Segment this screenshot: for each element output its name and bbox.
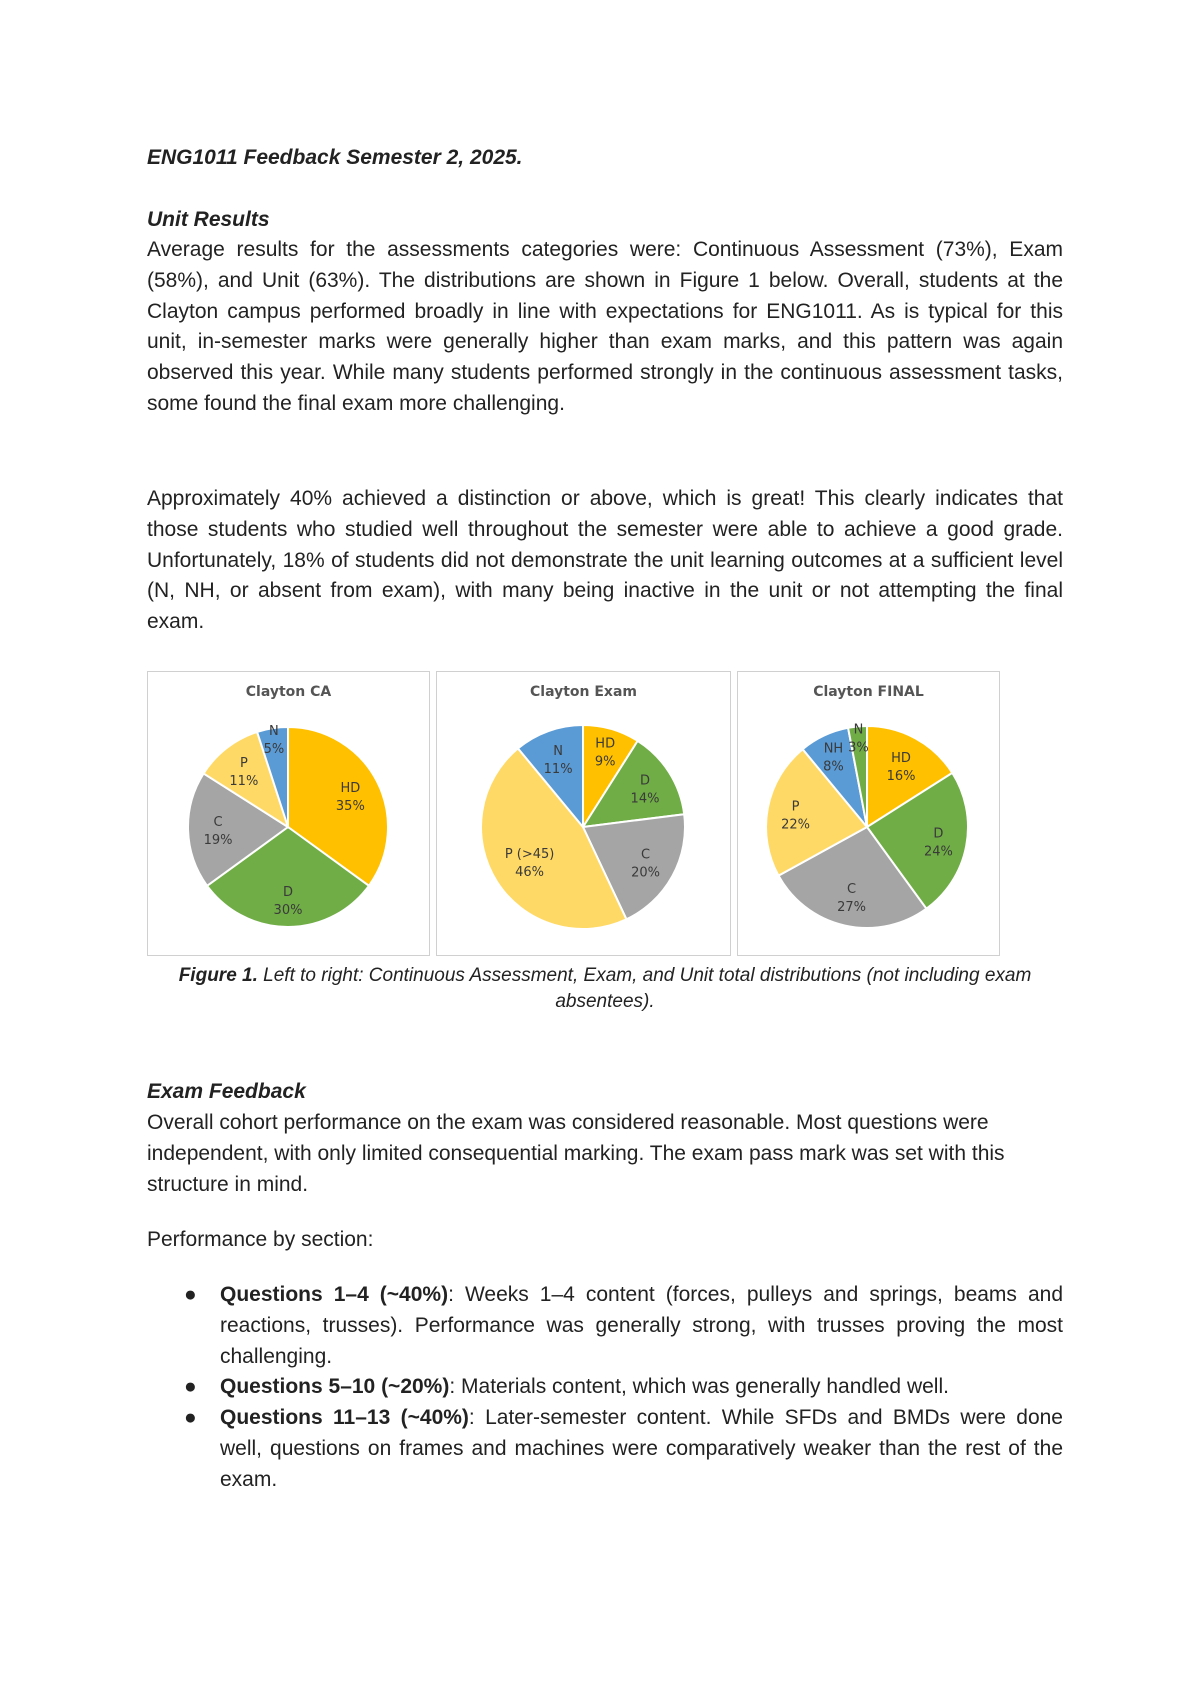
figure-caption-label: Figure 1. [178,965,258,986]
exam-feedback-heading: Exam Feedback [147,1080,306,1103]
slice-value-label: 30% [273,903,303,918]
chart-clayton-final [737,671,1000,956]
slice-value-label: 16% [886,769,916,785]
chart-clayton-final-svg [738,672,999,955]
section-1-text: : Weeks 1–4 content (forces, pulleys and springs, beams and reactions, trusses). Performance was generally strong, with trusses proving the most challenging. [220,1283,1063,1368]
figure-1-charts [147,671,1007,956]
chart-title: Clayton FINAL [813,684,924,700]
slice-value-label: 14% [630,791,660,807]
section-3-title: Questions 11–13 (~40%) [220,1406,469,1430]
slice-label: HD [340,781,361,797]
slice-value-label: 20% [631,865,661,881]
slice-value-label: 24% [923,844,953,860]
bullet-icon: ● [184,1283,197,1306]
chart-clayton-exam [436,671,731,956]
slice-value-label: 35% [335,799,365,815]
section-3-text: : Later-semester content. While SFDs and BMDs were done well, questions on frames and machines were comparatively weaker than the rest of the exam. [220,1406,1063,1491]
slice-value-label: 46% [515,864,545,880]
list-item [147,1372,1063,1403]
performance-by-section-label: Performance by section: [147,1228,374,1251]
slice-label: D [282,885,294,900]
slice-label: C [641,847,651,863]
list-item [147,1280,1063,1372]
slice-label: P [791,799,800,815]
slice-label: C [213,815,223,831]
unit-results-section [147,205,1063,420]
list-item [147,1403,1063,1495]
slice-value-label: 8% [823,759,844,775]
slice-label: N [269,724,279,740]
slice-value-label: 27% [837,899,867,915]
slice-value-label: 5% [263,742,285,758]
performance-section-list [147,1280,1063,1496]
section-2-text: : Materials content, which was generally handled well. [449,1375,949,1399]
chart-clayton-exam-svg [437,672,730,955]
section-2-title: Questions 5–10 (~20%) [220,1375,450,1399]
exam-feedback-paragraph: Overall cohort performance on the exam was considered reasonable. Most questions were independent, with only limited consequential marking. The exam pass mark was set with this structure in mind. [147,1111,1005,1196]
exam-feedback-section [147,1077,1063,1200]
chart-clayton-ca-svg [148,672,429,955]
slice-label: NH [823,741,844,757]
section-1-title: Questions 1–4 (~40%) [220,1283,449,1306]
slice-value-label: 3% [848,740,869,756]
bullet-icon: ● [184,1375,197,1399]
unit-results-heading: Unit Results [147,208,270,231]
slice-label: N [853,722,864,738]
figure-caption-text: Left to right: Continuous Assessment, Exam, and Unit total distributions (not including exam absentees). [257,965,1032,1012]
slice-label: D [933,826,944,842]
unit-results-paragraph-2: Approximately 40% achieved a distinction or above, which is great! This clearly indicates that those students who studied well throughout the semester were able to achieve a good grade. Unfortunately, 18% of students did not demonstrate the unit learning outcomes at a sufficient level (N, NH, or absent from exam), with many being inactive in the unit or not attempting the final exam. [147,487,1063,634]
bullet-icon: ● [184,1406,197,1430]
slice-value-label: 19% [203,833,233,849]
slice-label: C [847,881,857,897]
chart-clayton-ca [147,671,430,956]
slice-label: HD [595,736,616,752]
slice-value-label: 9% [594,754,616,770]
unit-results-paragraph-1: Average results for the assessments categories were: Continuous Assessment (73%), Exam (58%), and Unit (63%). The distributions are shown in Figure 1 below. Overall, students at the Clayton campus performed broadly in line with expectations for ENG1011. As is typical for this unit, in-semester marks were generally higher than exam marks, and this pattern was again observed this year. While many students performed strongly in the continuous assessment tasks, some found the final exam more challenging. [147,238,1063,415]
slice-label: P [239,756,248,772]
chart-title: Clayton CA [245,684,332,700]
slice-value-label: 11% [543,761,573,777]
figure-caption [147,963,1063,1015]
chart-title: Clayton Exam [530,684,637,700]
slice-value-label: 22% [781,817,811,833]
slice-label: D [639,773,651,789]
document-title: ENG1011 Feedback Semester 2, 2025. [147,146,523,169]
slice-label: HD [891,751,911,767]
slice-label: P (>45) [504,846,555,862]
slice-label: N [553,743,563,759]
slice-value-label: 11% [229,774,259,790]
